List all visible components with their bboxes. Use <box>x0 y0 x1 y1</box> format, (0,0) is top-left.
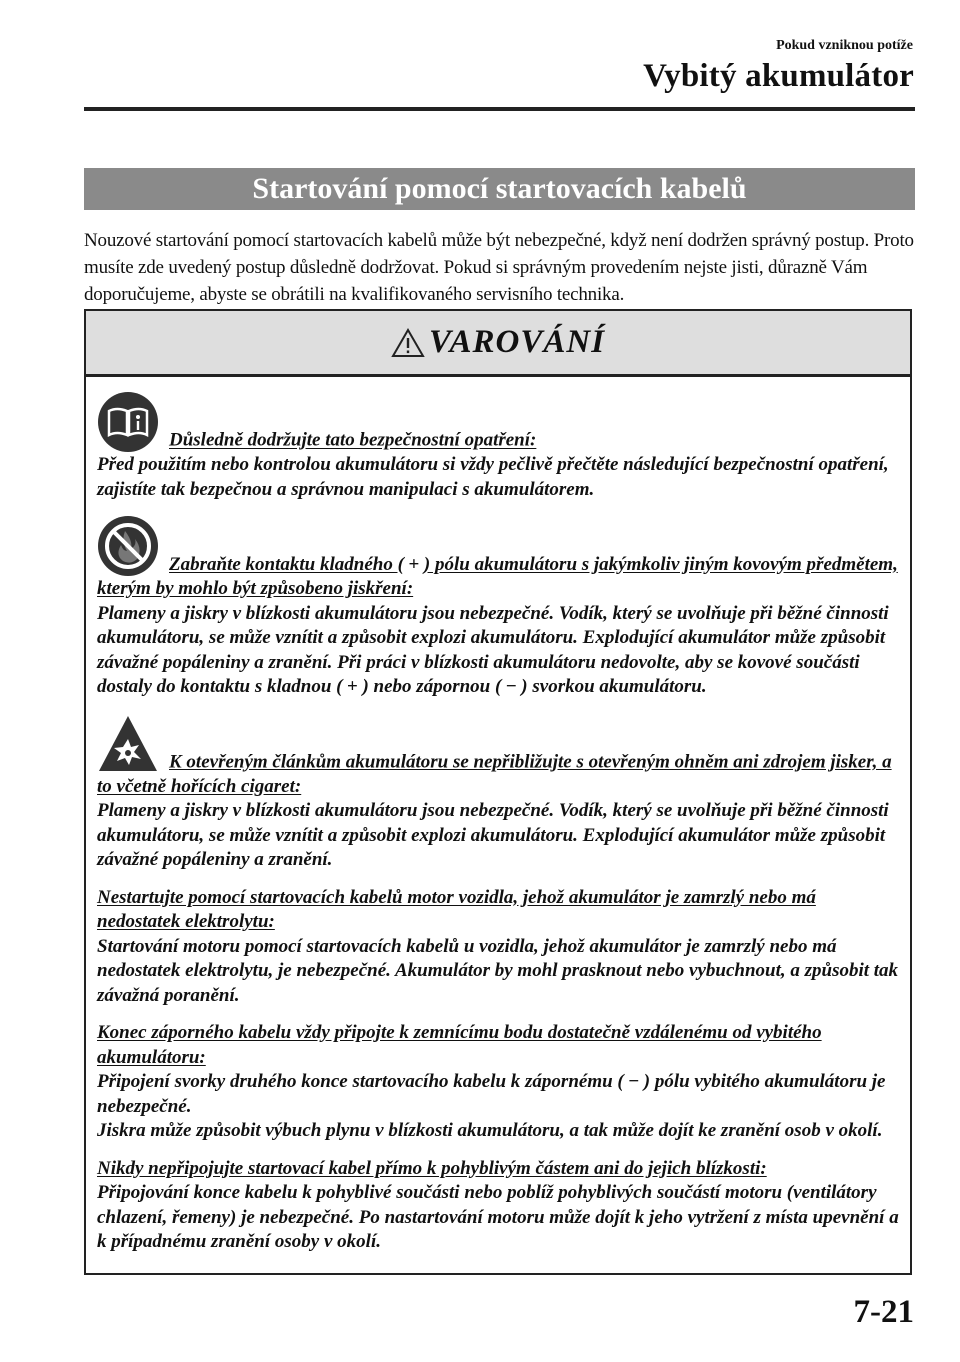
page-number: 7-21 <box>853 1294 914 1330</box>
warning-item-heading: Konec záporného kabelu vždy připojte k zemnícímu bodu dostatečně vzdálenému od vybitého akumulátoru: <box>97 1022 822 1068</box>
warning-item-heading: K otevřeným článkům akumulátoru se nepřibližujte s otevřeným ohněm ani zdrojem jisker, a to včetně hořících cigaret: <box>97 751 892 797</box>
warning-item-heading: Důsledně dodržujte tato bezpečnostní opatření: <box>169 429 537 451</box>
text-part: ) pólu vybitého akumulátoru je nebezpečné. <box>97 1071 886 1117</box>
read-manual-icon <box>97 391 159 453</box>
warning-box <box>84 309 912 1275</box>
warning-item-text: Připojování konce kabelu k pohyblivé součásti nebo poblíž pohyblivých součástí motoru (ventilátory chlazení, řemeny) je nebezpečné. Po nastartování motoru může dojít k jeho vytržení z místa upevnění a k případnému zranění osoby v okolí. <box>97 1182 899 1252</box>
no-fire-icon <box>97 515 159 577</box>
warning-title: VAROVÁNÍ <box>428 324 606 360</box>
heading-part: Zabraňte kontaktu kladného ( <box>169 553 404 575</box>
text-part: Připojení svorky druhého konce startovacího kabelu k zápornému ( <box>97 1071 624 1092</box>
warning-item-text: Jiskra může způsobit výbuch plynu v blízkosti akumulátoru, a tak může dojít ke zranění osob v okolí. <box>97 1120 883 1141</box>
warning-item <box>97 713 900 873</box>
warning-item-heading: Nestartujte pomocí startovacích kabelů motor vozidla, jehož akumulátor je zamrzlý nebo má nedostatek elektrolytu: <box>97 886 816 932</box>
warning-item-text: Před použitím nebo kontrolou akumulátoru si vždy pečlivě přečtěte následující bezpečnostní opatření, zajistíte tak bezpečnou a správnou manipulaci s akumulátorem. <box>97 454 889 500</box>
warning-item <box>97 1157 900 1255</box>
warning-item-text <box>97 1070 900 1119</box>
warning-item-text: Startování motoru pomocí startovacích kabelů u vozidla, jehož akumulátor je zamrzlý nebo má nedostatek elektrolytu, je nebezpečné. Akumulátor by mohl prasknout nebo vybuchnout, a způsobit tak závažná poranění. <box>97 935 899 1006</box>
minus-symbol: − <box>505 676 517 697</box>
plus-symbol: + <box>347 676 358 697</box>
warning-header <box>86 311 910 377</box>
warning-item <box>97 886 900 1009</box>
header-supertitle: Pokud vzniknou potíže <box>776 38 913 53</box>
minus-symbol: − <box>628 1071 640 1092</box>
section-title: Startování pomocí startovacích kabelů <box>84 168 915 210</box>
text-part: ) svorkou akumulátoru. <box>521 676 707 697</box>
warning-body <box>86 377 910 1255</box>
explosion-icon <box>97 713 159 775</box>
section-intro: Nouzové startování pomocí startovacích kabelů může být nebezpečné, když není dodržen správný postup. Proto musíte zde uvedený postup důsledně dodržovat. Pokud si správným provedením nejste jisti, důrazně Vám doporučujeme, abyste se obrátili na kvalifikovaného servisního technika. <box>84 230 914 305</box>
page-title: Vybitý akumulátor <box>643 58 914 94</box>
warning-item <box>97 391 900 502</box>
warning-item <box>97 1021 900 1144</box>
warning-item-heading: Nikdy nepřipojujte startovací kabel přímo k pohyblivým částem ani do jejich blízkosti: <box>97 1157 767 1179</box>
warning-triangle-icon <box>391 328 425 358</box>
warning-item <box>97 515 900 700</box>
text-part: ) nebo zápornou ( <box>362 676 502 697</box>
heading-part: ) pólu akumulátoru s jakýmkoliv jiným kovovým předmětem, kterým by mohlo být způsobeno jiskření: <box>97 553 898 599</box>
warning-item-text: Plameny a jiskry v blízkosti akumulátoru jsou nebezpečné. Vodík, který se uvolňuje při běžné činnosti akumulátoru, se může vznítit a způsobit explozi akumulátoru. Explodující akumulátor může způsobit závažné popáleniny a zranění. <box>97 800 889 870</box>
header-divider <box>84 107 915 111</box>
warning-item-text <box>97 602 900 700</box>
text-part: Plameny a jiskry v blízkosti akumulátoru jsou nebezpečné. Vodík, který se uvolňuje při běžné činnosti akumulátoru, se může vznítit a způsobit explozi akumulátoru. Explodující akumulátor může způsobit závažné popáleniny a zranění. Při práci v blízkosti akumulátoru nedovolte, aby se kovové součásti dostaly do kontaktu s kladnou ( <box>97 602 889 697</box>
warning-item-heading <box>97 554 898 600</box>
plus-symbol: + <box>408 553 420 575</box>
